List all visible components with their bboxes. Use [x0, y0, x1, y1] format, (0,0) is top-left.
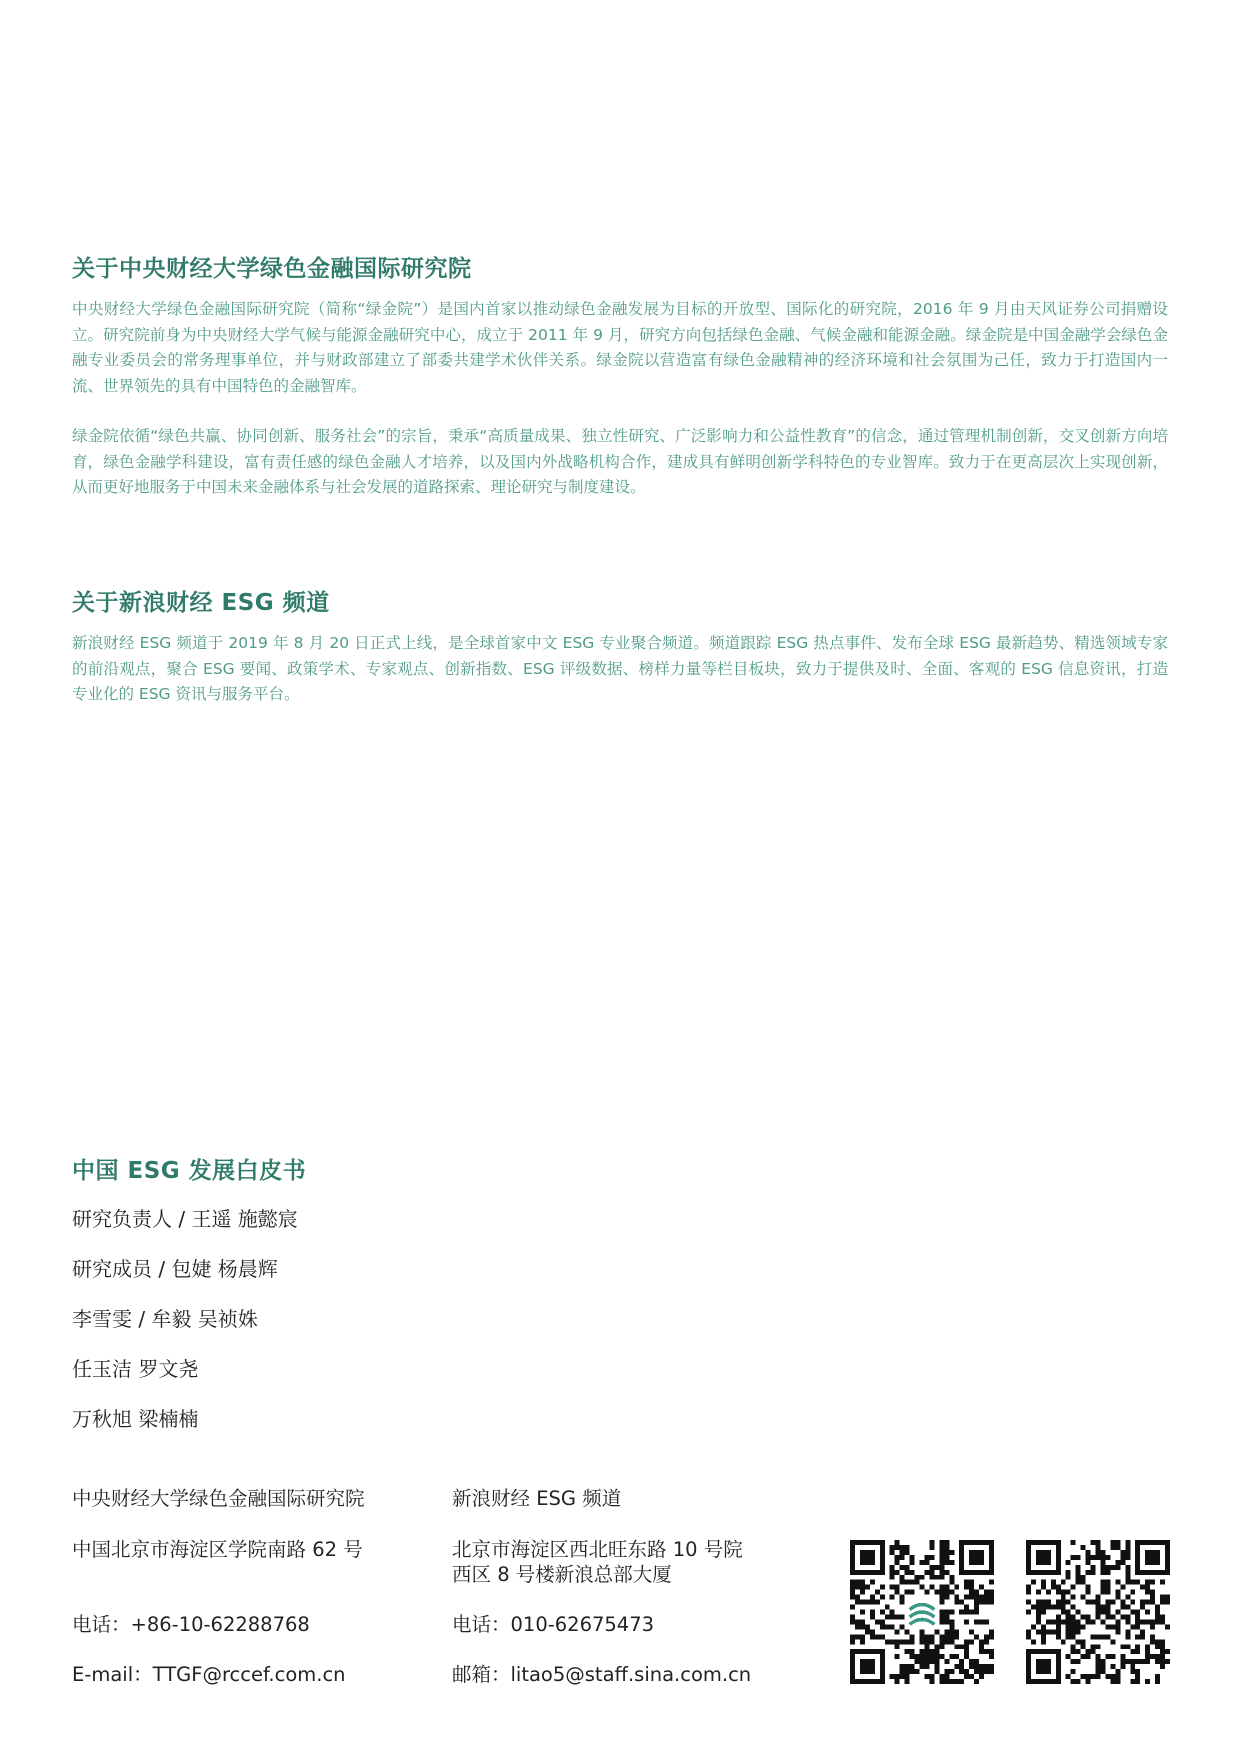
- sina-section-title: 关于新浪财经 ESG 频道: [72, 590, 330, 616]
- institute-address: 中国北京市海淀区学院南路 62 号: [72, 1538, 363, 1561]
- institute-email: E-mail：TTGF@rccef.com.cn: [72, 1663, 346, 1686]
- institute-section-title: 关于中央财经大学绿色金融国际研究院: [72, 256, 472, 282]
- sina-address-line-2: 西区 8 号楼新浪总部大厦: [452, 1563, 672, 1586]
- qr-code-sina-icon: [1026, 1540, 1170, 1684]
- whitepaper-title: 中国 ESG 发展白皮书: [72, 1158, 307, 1184]
- qr-code-institute-icon: [850, 1540, 994, 1684]
- sina-email: 邮箱：litao5@staff.sina.com.cn: [452, 1663, 752, 1686]
- institute-paragraph-1: 中央财经大学绿色金融国际研究院（简称“绿金院”）是国内首家以推动绿色金融发展为目标的开放型、国际化的研究院，2016 年 9 月由天风证券公司捐赠设立。研究院前身为中央财经大学气候与能源金融研究中心，成立于 2011 年 9 月，研究方向包括绿色金融、气候金融和能源金融。绿金院是中国金融学会绿色金融专业委员会的常务理事单位，并与财政部建立了部委共建学术伙伴关系。绿金院以营造富有绿色金融精神的经济环境和社会氛围为己任，致力于打造国内一流、世界领先的具有中国特色的金融智库。: [72, 300, 1168, 395]
- sina-address-line-1: 北京市海淀区西北旺东路 10 号院: [452, 1538, 743, 1561]
- credits-line-3: 李雪雯 / 牟毅 吴祯姝: [72, 1307, 258, 1331]
- sina-phone: 电话：010-62675473: [452, 1613, 655, 1636]
- institute-paragraph-2: 绿金院依循“绿色共赢、协同创新、服务社会”的宗旨，秉承“高质量成果、独立性研究、广泛影响力和公益性教育”的信念，通过管理机制创新，交叉创新方向培育，绿色金融学科建设，富有责任感的绿色金融人才培养，以及国内外战略机构合作，建成具有鲜明创新学科特色的专业智库。致力于在更高层次上实现创新，从而更好地服务于中国未来金融体系与社会发展的道路探索、理论研究与制度建设。: [72, 427, 1168, 496]
- credits-line-1: 研究负责人 / 王遥 施懿宸: [72, 1207, 298, 1231]
- institute-name: 中央财经大学绿色金融国际研究院: [72, 1487, 365, 1510]
- institute-phone: 电话：+86-10-62288768: [72, 1613, 310, 1636]
- credits-line-5: 万秋旭 梁楠楠: [72, 1407, 199, 1431]
- credits-line-4: 任玉洁 罗文尧: [72, 1357, 199, 1381]
- sina-name: 新浪财经 ESG 频道: [452, 1487, 622, 1510]
- sina-paragraph: 新浪财经 ESG 频道于 2019 年 8 月 20 日正式上线，是全球首家中文 ESG 专业聚合频道。频道跟踪 ESG 热点事件、发布全球 ESG 最新趋势、精选领域专家的前沿观点，聚合 ESG 要闻、政策学术、专家观点、创新指数、ESG 评级数据、榜样力量等栏目板块，致力于提供及时、全面、客观的 ESG 信息资讯，打造专业化的 ESG 资讯与服务平台。: [72, 634, 1168, 703]
- credits-line-2: 研究成员 / 包婕 杨晨辉: [72, 1257, 278, 1281]
